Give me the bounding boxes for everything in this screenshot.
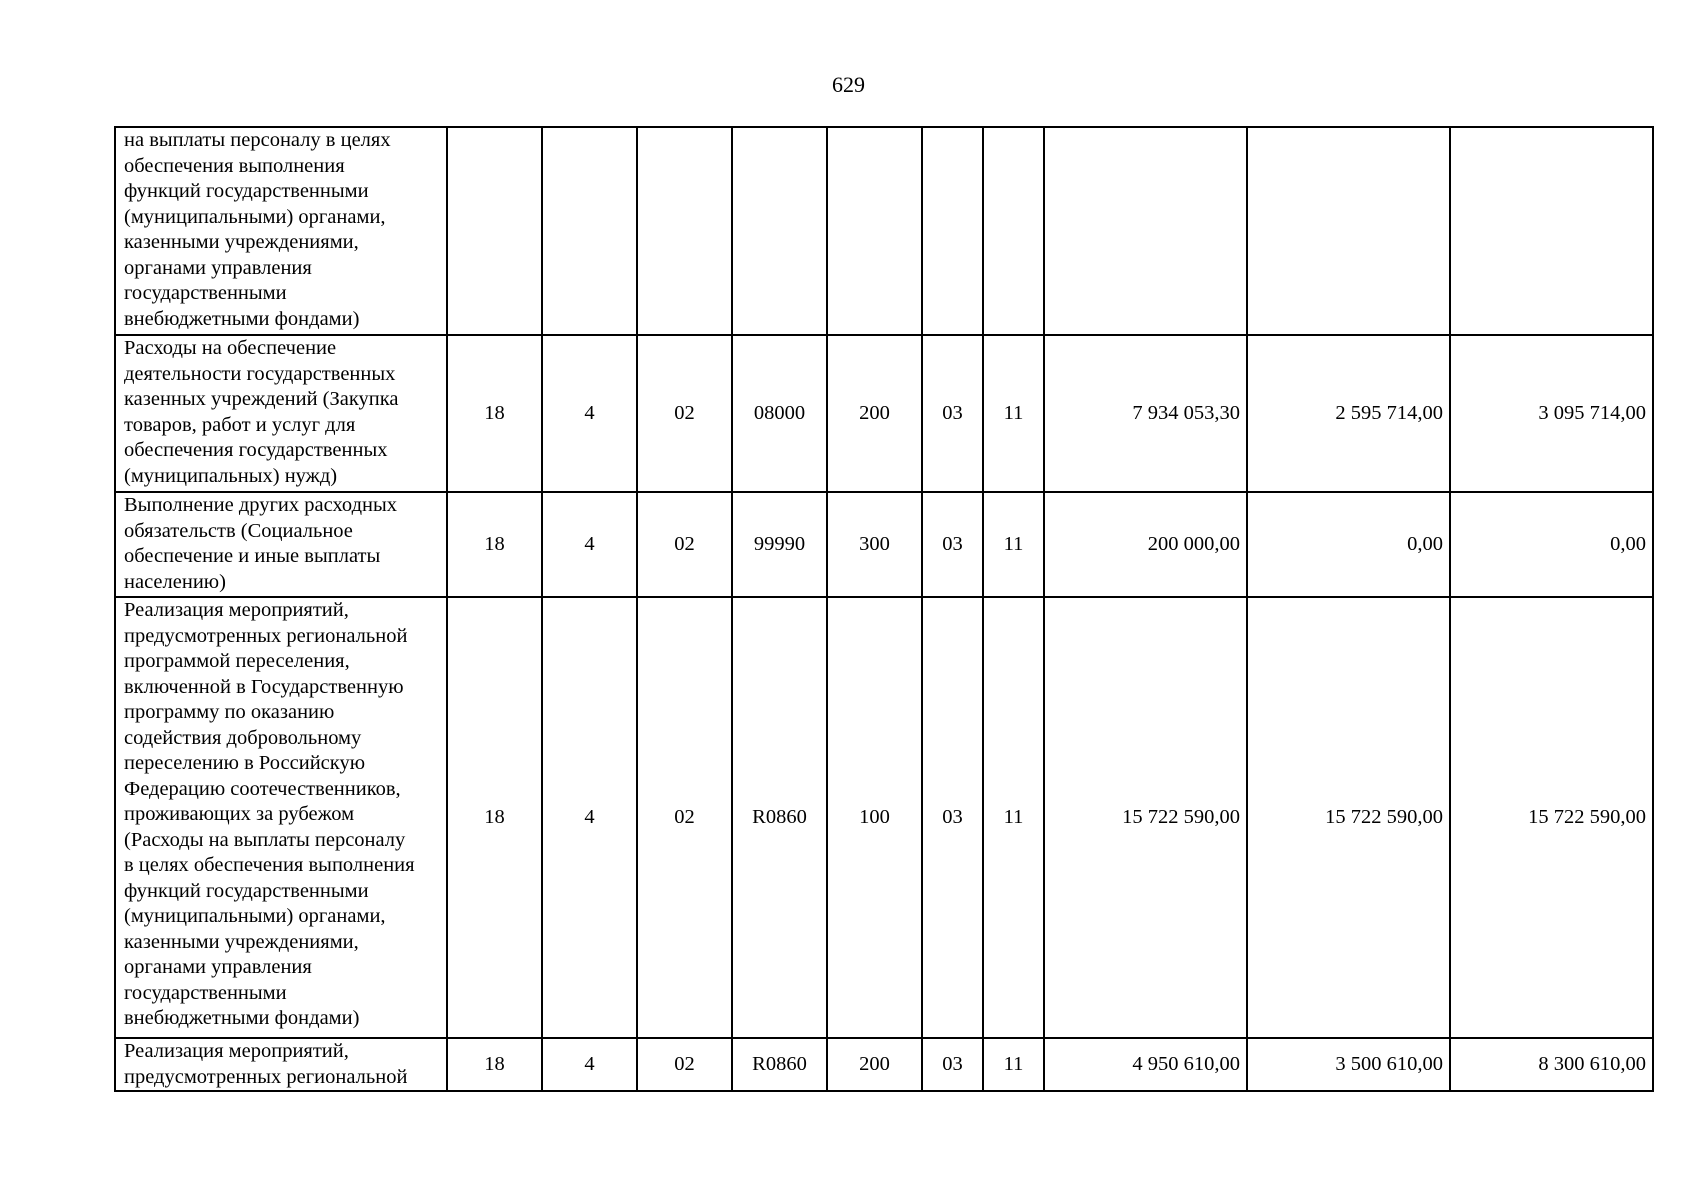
code-program-cell: 18 xyxy=(447,597,542,1038)
description-line: содействия добровольному xyxy=(124,726,362,749)
description-line: включенной в Государственную xyxy=(124,675,404,698)
description-line: населению) xyxy=(124,570,226,593)
description-line: обязательств (Социальное xyxy=(124,519,353,542)
code-main-event-cell: 02 xyxy=(637,1038,732,1091)
amount-year-3-cell: 0,00 xyxy=(1450,492,1653,597)
description-line: проживающих за рубежом xyxy=(124,803,355,825)
amount-year-1-cell: 4 950 610,00 xyxy=(1044,1038,1247,1091)
description-line: Реализация мероприятий, xyxy=(124,599,349,621)
amount-year-3-cell: 3 095 714,00 xyxy=(1450,335,1653,492)
description-cell xyxy=(115,492,447,597)
description-line: государственными xyxy=(124,981,287,1004)
code-expense-type-cell xyxy=(827,127,922,335)
code-subprogram-cell: 4 xyxy=(542,597,637,1038)
code-subprogram-cell: 4 xyxy=(542,335,637,492)
description-cell xyxy=(115,1038,447,1091)
description-line: предусмотренных региональной xyxy=(124,1065,408,1088)
description-line: переселению в Российскую xyxy=(124,752,366,774)
code-section-cell: 03 xyxy=(922,335,983,492)
description-line: предусмотренных региональной xyxy=(124,624,408,647)
table-row xyxy=(115,597,1653,1038)
description-line: обеспечение и иные выплаты xyxy=(124,545,381,567)
code-program-cell: 18 xyxy=(447,1038,542,1091)
amount-year-2-cell: 0,00 xyxy=(1247,492,1450,597)
description-line: органами управления xyxy=(124,956,312,978)
code-subsection-cell: 11 xyxy=(983,1038,1044,1091)
description-cell xyxy=(115,127,447,335)
description-line: программой переселения, xyxy=(124,650,350,672)
budget-table xyxy=(114,126,1654,1092)
description-line: казенных учреждений (Закупка xyxy=(124,388,399,410)
table-row xyxy=(115,1038,1653,1091)
description-line: казенными учреждениями, xyxy=(124,930,359,953)
code-direction-cell: R0860 xyxy=(732,597,827,1038)
code-expense-type-cell: 300 xyxy=(827,492,922,597)
amount-year-3-cell: 8 300 610,00 xyxy=(1450,1038,1653,1091)
code-section-cell xyxy=(922,127,983,335)
code-direction-cell: R0860 xyxy=(732,1038,827,1091)
table-row xyxy=(115,492,1653,597)
amount-year-1-cell: 200 000,00 xyxy=(1044,492,1247,597)
description-line: органами управления xyxy=(124,256,312,279)
amount-year-3-cell: 15 722 590,00 xyxy=(1450,597,1653,1038)
code-section-cell: 03 xyxy=(922,597,983,1038)
code-subsection-cell: 11 xyxy=(983,335,1044,492)
table-row xyxy=(115,335,1653,492)
description-line: деятельности государственных xyxy=(124,362,396,385)
code-program-cell: 18 xyxy=(447,492,542,597)
table-body xyxy=(115,127,1653,1091)
code-main-event-cell xyxy=(637,127,732,335)
code-section-cell: 03 xyxy=(922,1038,983,1091)
description-line: Реализация мероприятий, xyxy=(124,1040,349,1062)
description-line: (муниципальными) органами, xyxy=(124,205,386,228)
description-line: государственными xyxy=(124,282,287,304)
description-cell xyxy=(115,597,447,1038)
table-row xyxy=(115,127,1653,335)
code-direction-cell: 99990 xyxy=(732,492,827,597)
description-line: на выплаты персоналу в целях xyxy=(124,129,391,151)
amount-year-2-cell: 15 722 590,00 xyxy=(1247,597,1450,1038)
description-line: функций государственными xyxy=(124,180,369,202)
amount-year-1-cell: 15 722 590,00 xyxy=(1044,597,1247,1038)
description-line: обеспечения государственных xyxy=(124,439,388,461)
amount-year-2-cell: 3 500 610,00 xyxy=(1247,1038,1450,1091)
description-line: товаров, работ и услуг для xyxy=(124,413,356,436)
description-line: (муниципальными) органами, xyxy=(124,905,386,927)
code-subsection-cell: 11 xyxy=(983,597,1044,1038)
description-line: (Расходы на выплаты персоналу xyxy=(124,828,406,851)
description-line: в целях обеспечения выполнения xyxy=(124,854,415,876)
code-direction-cell xyxy=(732,127,827,335)
page-number: 629 xyxy=(832,72,865,97)
description-line: Расходы на обеспечение xyxy=(124,337,337,359)
amount-year-1-cell: 7 934 053,30 xyxy=(1044,335,1247,492)
code-subprogram-cell: 4 xyxy=(542,1038,637,1091)
code-expense-type-cell: 100 xyxy=(827,597,922,1038)
code-main-event-cell: 02 xyxy=(637,492,732,597)
description-line: Федерацию соотечественников, xyxy=(124,777,401,800)
description-line: программу по оказанию xyxy=(124,701,335,723)
code-subsection-cell xyxy=(983,127,1044,335)
description-line: внебюджетными фондами) xyxy=(124,307,360,330)
amount-year-2-cell: 2 595 714,00 xyxy=(1247,335,1450,492)
code-subprogram-cell xyxy=(542,127,637,335)
description-line: обеспечения выполнения xyxy=(124,154,345,177)
amount-year-3-cell xyxy=(1450,127,1653,335)
code-expense-type-cell: 200 xyxy=(827,335,922,492)
code-subsection-cell: 11 xyxy=(983,492,1044,597)
code-section-cell: 03 xyxy=(922,492,983,597)
code-program-cell xyxy=(447,127,542,335)
description-line: внебюджетными фондами) xyxy=(124,1007,360,1029)
amount-year-2-cell xyxy=(1247,127,1450,335)
code-direction-cell: 08000 xyxy=(732,335,827,492)
description-line: функций государственными xyxy=(124,879,369,902)
code-expense-type-cell: 200 xyxy=(827,1038,922,1091)
code-main-event-cell: 02 xyxy=(637,335,732,492)
description-line: казенными учреждениями, xyxy=(124,231,359,253)
code-program-cell: 18 xyxy=(447,335,542,492)
amount-year-1-cell xyxy=(1044,127,1247,335)
description-line: Выполнение других расходных xyxy=(124,494,398,516)
code-subprogram-cell: 4 xyxy=(542,492,637,597)
code-main-event-cell: 02 xyxy=(637,597,732,1038)
description-line: (муниципальных) нужд) xyxy=(124,464,338,487)
description-cell xyxy=(115,335,447,492)
